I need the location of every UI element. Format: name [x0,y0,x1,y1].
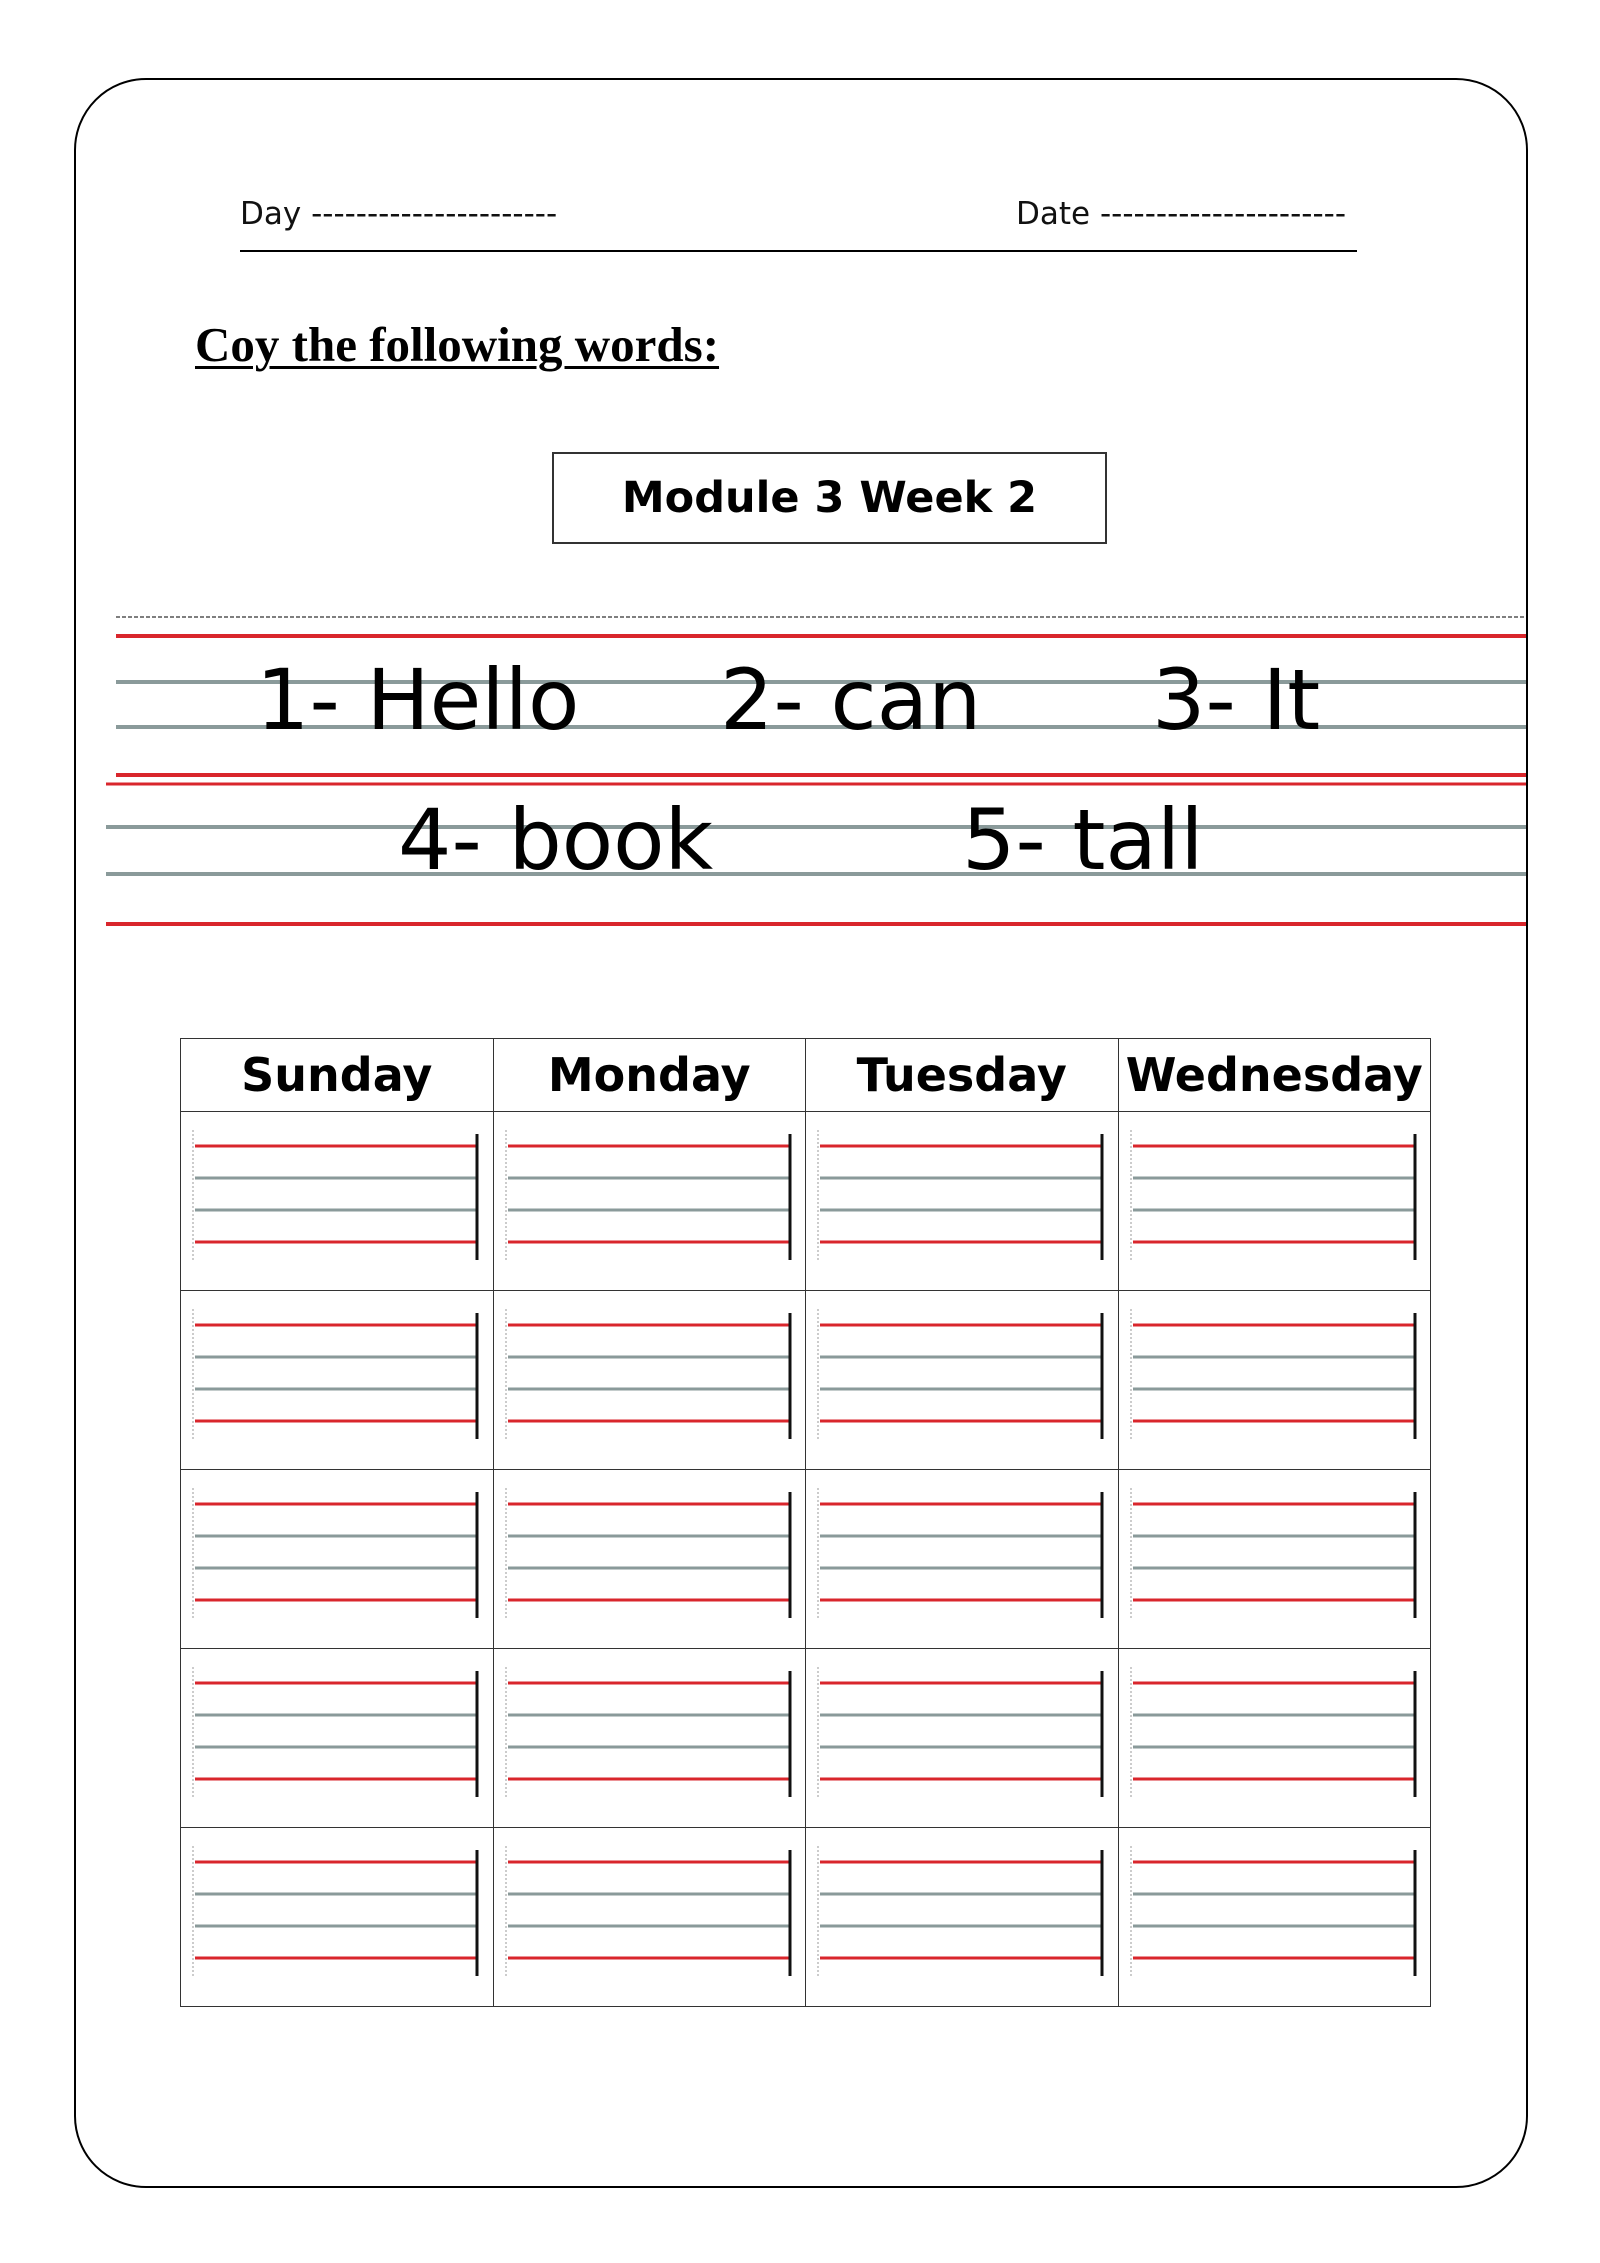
writing-cell[interactable] [493,1828,806,2007]
writing-guide-lines [816,1309,1108,1449]
writing-cell[interactable] [181,1291,494,1470]
table-row [181,1470,1431,1649]
day-field[interactable]: Day ---------------------- [240,196,558,232]
table-row [181,1649,1431,1828]
writing-cell[interactable] [181,1470,494,1649]
writing-cell[interactable] [493,1470,806,1649]
writing-cell[interactable] [181,1649,494,1828]
table-header-row [181,1039,1431,1112]
table-row [181,1828,1431,2007]
writing-cell[interactable] [181,1112,494,1291]
module-label-box: Module 3 Week 2 [552,452,1107,544]
word-1: 1- Hello [256,651,580,749]
writing-guide-lines [191,1846,483,1986]
writing-guide-lines [504,1846,796,1986]
practice-schedule-table [180,1038,1431,2007]
writing-cell[interactable] [806,1291,1119,1470]
table-row [181,1291,1431,1470]
writing-guide-lines [504,1130,796,1270]
writing-guide-lines [504,1667,796,1807]
writing-cell[interactable] [1118,1828,1431,2007]
word-4: 4- book [398,791,714,889]
writing-cell[interactable] [1118,1291,1431,1470]
words-practice-area [106,612,1526,932]
writing-cell[interactable] [493,1112,806,1291]
column-header-monday: Monday [493,1039,806,1112]
writing-guide-lines [816,1488,1108,1628]
column-header-wednesday: Wednesday [1118,1039,1431,1112]
writing-guide-lines [1129,1846,1421,1986]
table-row [181,1112,1431,1291]
writing-guide-lines [1129,1667,1421,1807]
table-body [181,1112,1431,2007]
writing-guide-lines [1129,1130,1421,1270]
writing-cell[interactable] [806,1112,1119,1291]
writing-guide-lines [1129,1309,1421,1449]
writing-guide-lines [816,1846,1108,1986]
writing-guide-lines [191,1667,483,1807]
writing-cell[interactable] [493,1291,806,1470]
header-rule [240,250,1357,252]
writing-guide-lines [191,1309,483,1449]
writing-guide-lines [816,1130,1108,1270]
column-header-sunday: Sunday [181,1039,494,1112]
writing-cell[interactable] [1118,1649,1431,1828]
word-5: 5- tall [962,791,1204,889]
writing-guide-lines [504,1309,796,1449]
word-3: 3- It [1152,651,1321,749]
writing-guide-lines [504,1488,796,1628]
writing-cell[interactable] [806,1470,1119,1649]
writing-guide-lines [191,1488,483,1628]
writing-guide-lines [1129,1488,1421,1628]
instruction-heading: Coy the following words: [195,317,720,372]
writing-cell[interactable] [806,1649,1119,1828]
writing-cell[interactable] [493,1649,806,1828]
writing-cell[interactable] [181,1828,494,2007]
word-2: 2- can [720,651,982,749]
writing-cell[interactable] [1118,1470,1431,1649]
header-row [240,196,1360,236]
column-header-tuesday: Tuesday [806,1039,1119,1112]
writing-cell[interactable] [806,1828,1119,2007]
writing-cell[interactable] [1118,1112,1431,1291]
writing-guide-lines [191,1130,483,1270]
date-field[interactable]: Date ---------------------- [1016,196,1347,232]
writing-guide-lines [816,1667,1108,1807]
